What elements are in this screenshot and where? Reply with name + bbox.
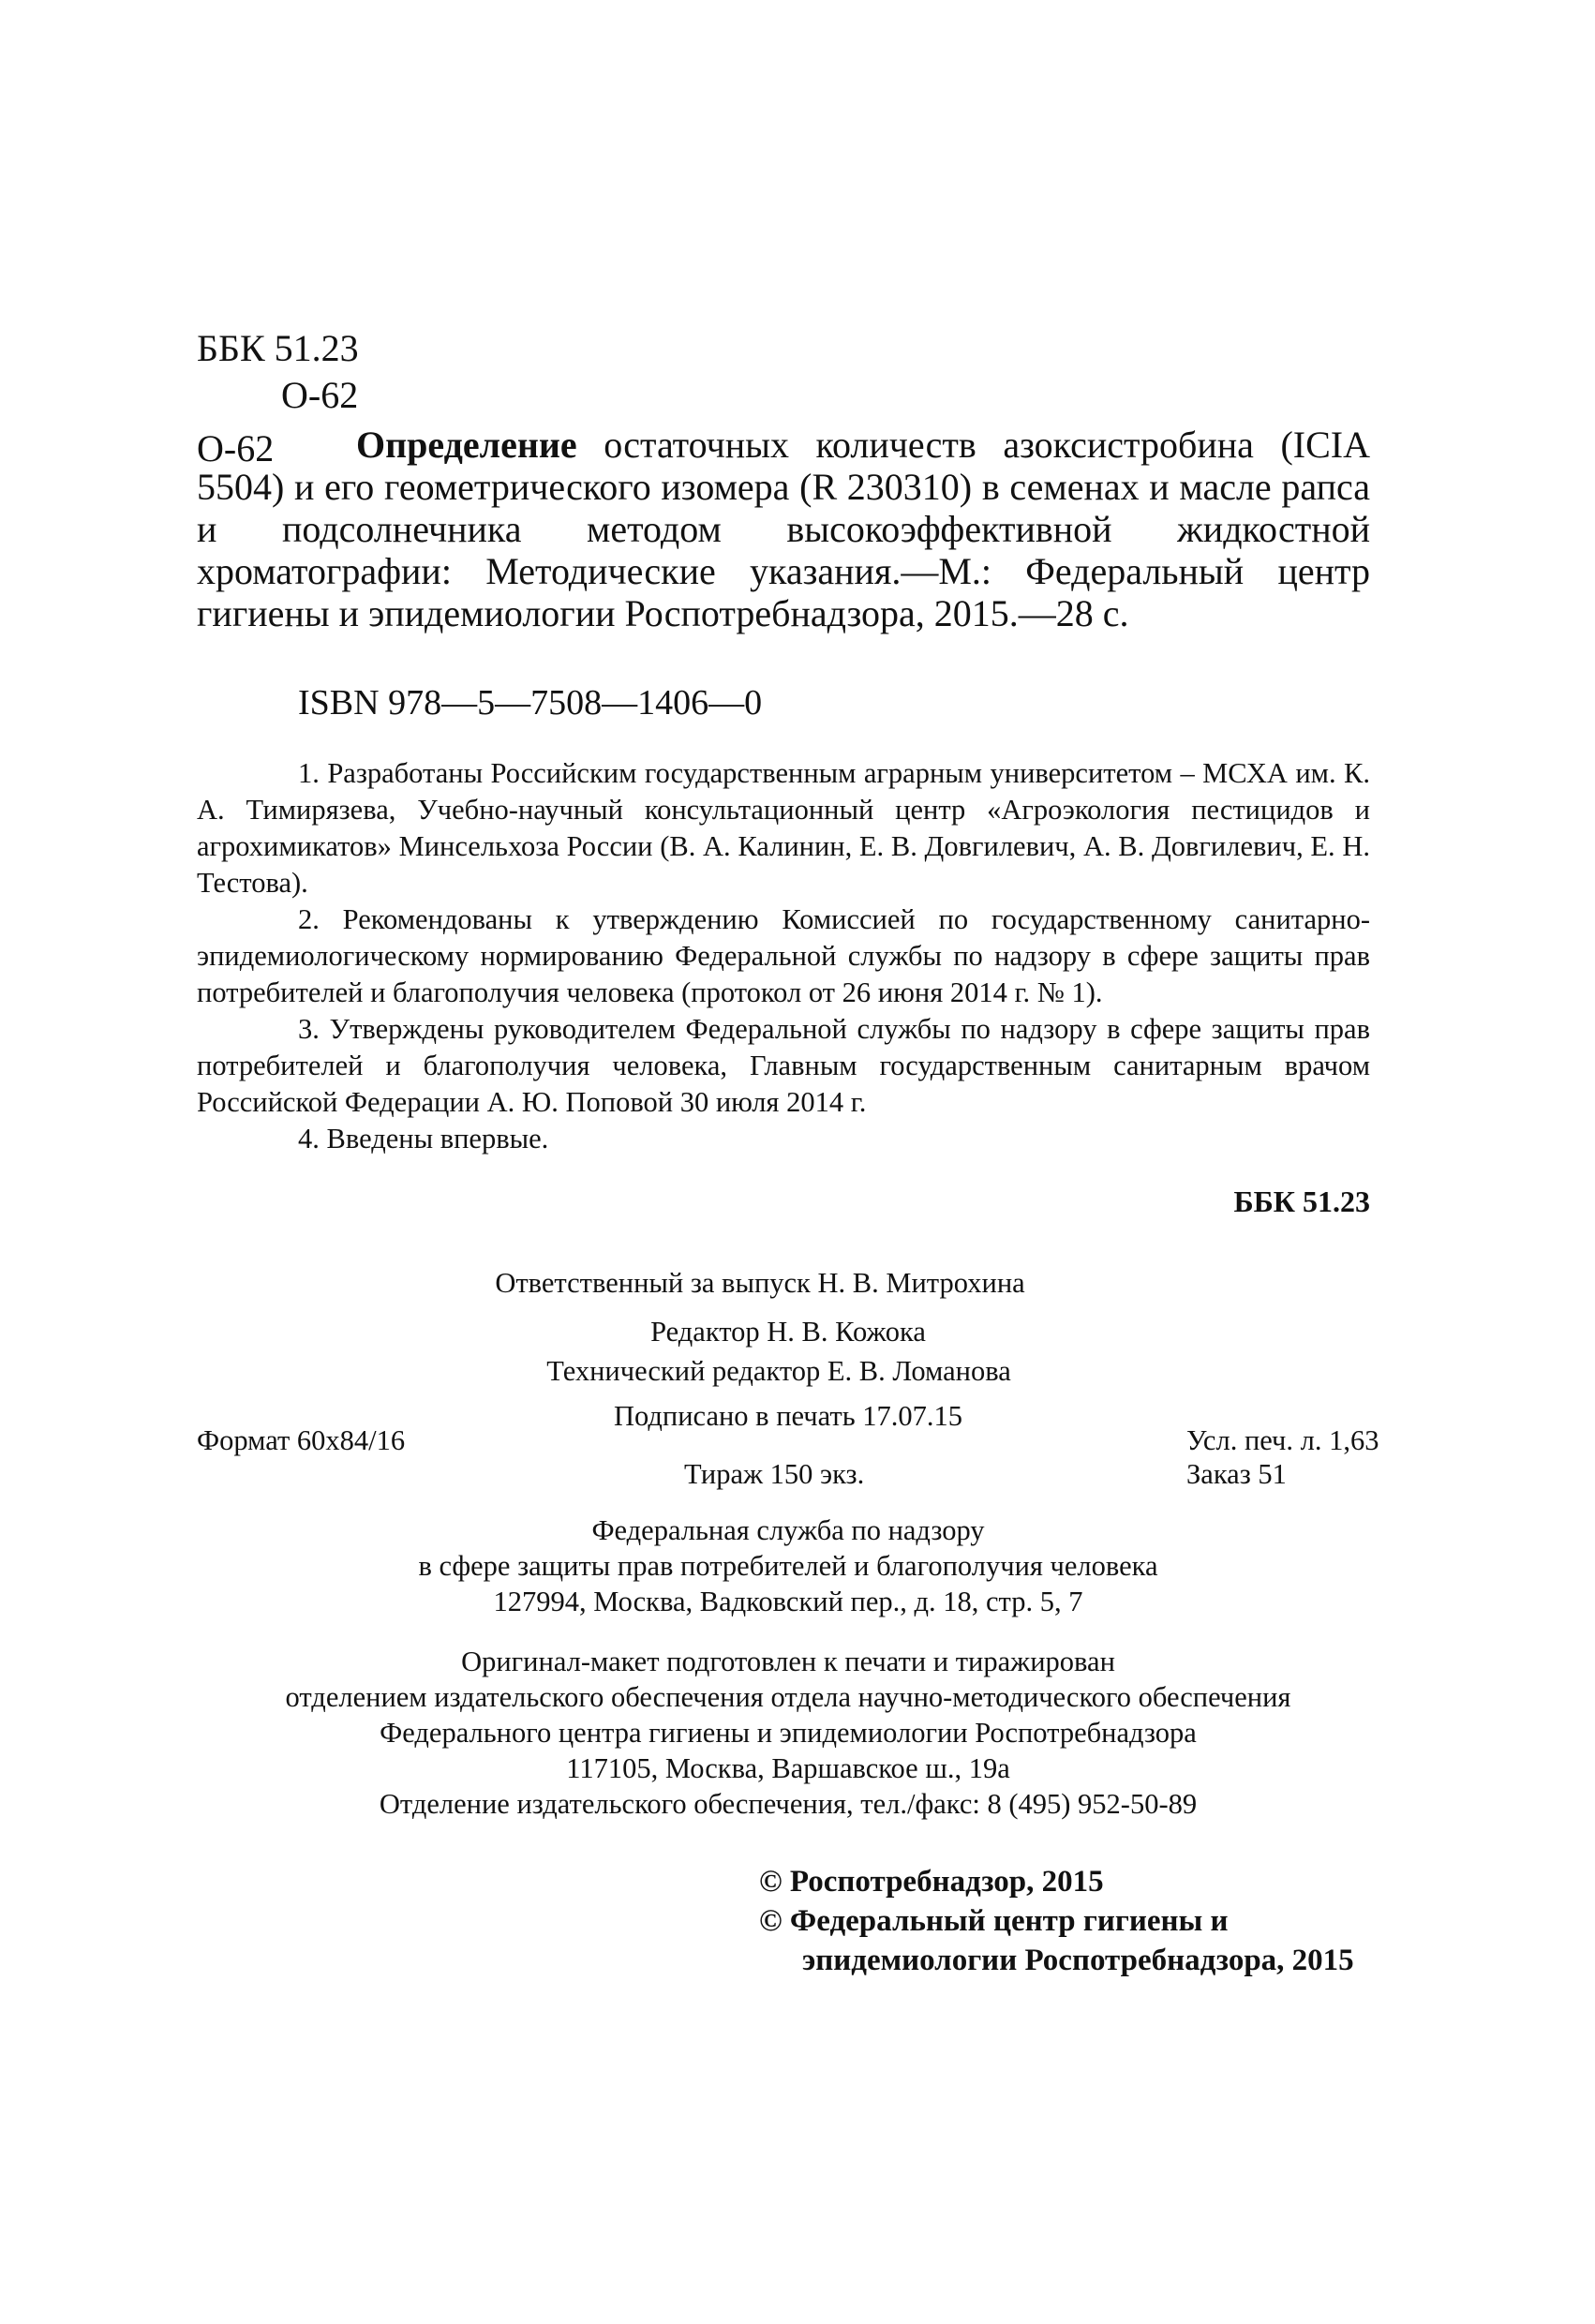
record-author-mark: О-62	[197, 427, 275, 469]
technical-editor: Технический редактор Е. В. Ломанова	[546, 1355, 1011, 1387]
printer-address: 117105, Москва, Варшавское ш., 19а	[566, 1752, 1010, 1784]
publisher-address: 127994, Москва, Вадковский пер., д. 18, стр. 5, 7	[493, 1586, 1083, 1617]
bibliographic-record	[197, 424, 1370, 634]
note-item: 4. Введены впервые.	[298, 1123, 549, 1155]
signed-to-print: Подписано в печать 17.07.15	[613, 1400, 963, 1432]
bbk-code-right: ББК 51.23	[1233, 1184, 1370, 1218]
printer-line: Федерального центра гигиены и эпидемиологии Роспотребнадзора	[380, 1717, 1197, 1749]
printer-contact: Отделение издательского обеспечения, тел./факс: 8 (495) 952-50-89	[379, 1788, 1198, 1820]
author-mark: О-62	[281, 374, 359, 416]
printer-line: отделением издательского обеспечения отдела научно-методического обеспечения	[285, 1681, 1291, 1713]
note-item: 3. Утверждены руководителем Федеральной службы по надзору в сфере защиты прав потребителей и благополучия человека, Главным государственным санитарным врачом Российской Федерации А. Ю. Поповой 30 июля 2014 г.	[197, 1013, 1370, 1118]
printer-line: Оригинал-макет подготовлен к печати и тиражирован	[461, 1646, 1115, 1677]
responsible-editor: Ответственный за выпуск Н. В. Митрохина	[495, 1267, 1025, 1299]
bbk-code: ББК 51.23	[197, 327, 359, 369]
publisher-line: Федеральная служба по надзору	[591, 1514, 985, 1546]
circulation: Тираж 150 экз.	[684, 1458, 865, 1490]
editor: Редактор Н. В. Кожока	[650, 1316, 926, 1348]
note-item: 2. Рекомендованы к утверждению Комиссией по государственному санитарно-эпидемиологическому нормированию Федеральной службы по надзору в сфере защиты прав потребителей и благополучия человека (протокол от 26 июня 2014 г. № 1).	[197, 903, 1370, 1008]
notes-list	[197, 755, 1370, 1157]
print-sheets: Усл. печ. л. 1,63	[1186, 1424, 1379, 1456]
copyright-line: © Федеральный центр гигиены и	[759, 1904, 1229, 1938]
publisher-line: в сфере защиты прав потребителей и благополучия человека	[418, 1550, 1158, 1582]
record-title-lead: Определение	[356, 424, 577, 466]
copyright-line: © Роспотребнадзор, 2015	[759, 1865, 1104, 1899]
note-item: 1. Разработаны Российским государственным аграрным университетом – МСХА им. К. А. Тимирязева, Учебно-научный консультационный центр «Агроэкология пестицидов и агрохимикатов» Минсельхоза России (В. А. Калинин, Е. В. Довгилевич, А. В. Довгилевич, Е. Н. Тестова).	[197, 757, 1370, 899]
order-number: Заказ 51	[1186, 1458, 1287, 1490]
record-description: остаточных количеств азоксистробина (ICIA 5504) и его геометрического изомера (R 230310) в семенах и масле рапса и подсолнечника методом высокоэффективной жидкостной хроматографии: Методические указания.—М.: Федеральный центр гигиены и эпидемиологии Роспотребнадзора, 2015.—28 с.	[197, 424, 1370, 634]
format: Формат 60х84/16	[197, 1424, 406, 1456]
isbn: ISBN 978—5—7508—1406—0	[298, 683, 763, 723]
copyright-line: эпидемиологии Роспотребнадзора, 2015	[802, 1944, 1354, 1977]
